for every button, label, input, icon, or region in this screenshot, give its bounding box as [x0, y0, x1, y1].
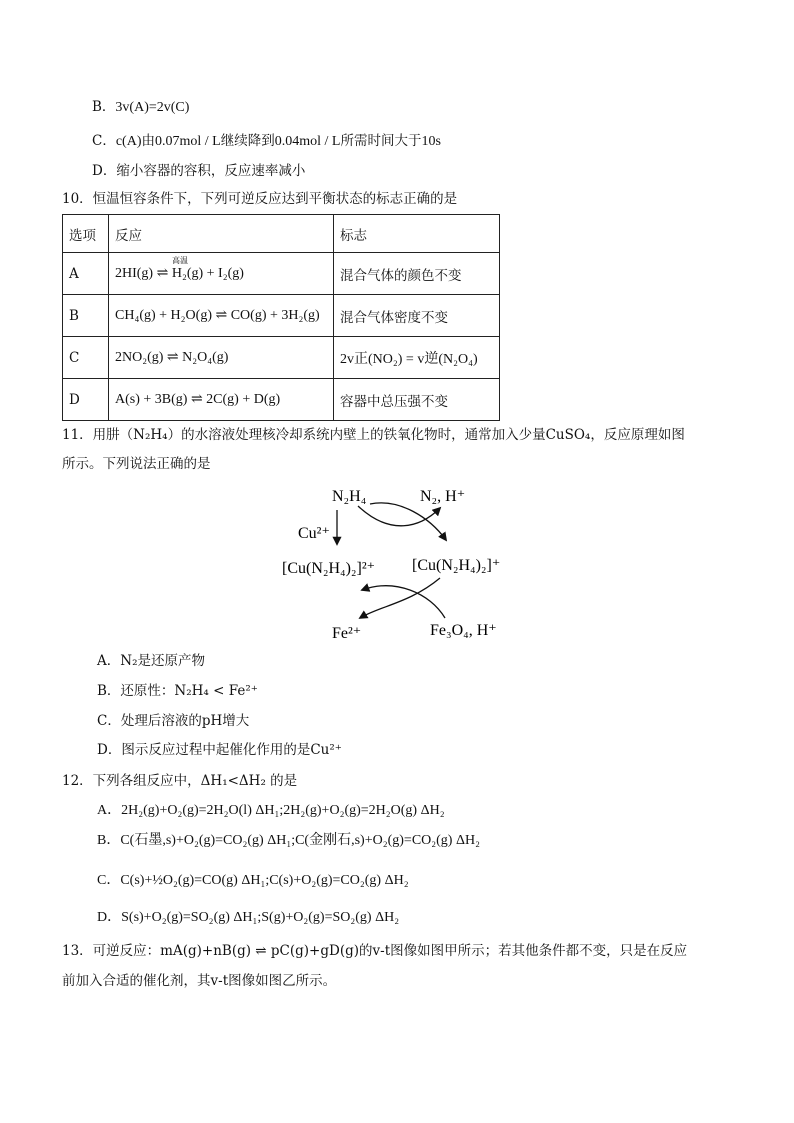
- label-n2-h: N₂, H⁺: [420, 488, 466, 505]
- q10-table: [62, 214, 500, 421]
- q9-option-c: C．c(A)由0.07mol / L继续降到0.04mol / L所需时间大于10s: [92, 133, 441, 149]
- label-fe3o4-h: Fe₃O₄, H⁺: [430, 622, 497, 639]
- q11-stem-line1: 11．用肼（N₂H₄）的水溶液处理核冷却系统内壁上的铁氧化物时，通常加入少量CuSO₄，反应原理如图: [62, 427, 685, 443]
- q11-option-a: A．N₂是还原产物: [97, 653, 205, 669]
- q9-option-b: B．3v(A)=2v(C): [92, 99, 190, 115]
- table-row: [63, 379, 500, 421]
- q10-stem: 10．恒温恒容条件下，下列可逆反应达到平衡状态的标志正确的是: [62, 191, 458, 207]
- high-temp-condition: 高温: [172, 256, 188, 265]
- q11-option-d: D．图示反应过程中起催化作用的是Cu²⁺: [97, 742, 342, 758]
- q11-stem-line2: 所示。下列说法正确的是: [62, 456, 211, 472]
- arc-upper-right-arrow: [358, 506, 440, 526]
- row-reaction: 2NO₂(g) ⇌ N₂O₄(g): [109, 337, 334, 379]
- q12-option-b: B．C(石墨,s)+O₂(g)=CO₂(g) ΔH₁;C(金刚石,s)+O₂(g)=CO₂(g) ΔH₂: [97, 833, 480, 848]
- row-mark: 混合气体密度不变: [334, 295, 500, 337]
- table-row: [63, 337, 500, 379]
- row-mark: 容器中总压强不变: [334, 379, 500, 421]
- table-row: [63, 295, 500, 337]
- q13-line1: 13．可逆反应：mA(g)+nB(g) ⇌ pC(g)+gD(g)的v-t图像如图甲所示；若其他条件都不变，只是在反应: [62, 943, 688, 959]
- q11-option-b: B．还原性：N₂H₄ < Fe²⁺: [97, 683, 258, 699]
- arc-lower-down-arrow: [360, 578, 440, 618]
- q9-option-b-text: 3v(A)=2v(C): [115, 100, 190, 115]
- label-n2h4: N₂H₄: [332, 488, 367, 505]
- row-mark: 2v正(NO₂) = v逆(N₂O₄): [334, 337, 500, 379]
- table-header-row: [63, 215, 500, 253]
- q11-reaction-cycle-diagram: [270, 478, 530, 648]
- q12-stem: 12．下列各组反应中，ΔH₁<ΔH₂ 的是: [62, 773, 298, 789]
- header-option: 选项: [63, 215, 109, 253]
- row-option: A: [63, 253, 109, 295]
- q12-option-d: D．S(s)+O₂(g)=SO₂(g) ΔH₁;S(g)+O₂(g)=SO₂(g) ΔH₂: [97, 910, 400, 925]
- row-reaction: A(s) + 3B(g) ⇌ 2C(g) + D(g): [109, 379, 334, 421]
- row-option: D: [63, 379, 109, 421]
- row-mark: 混合气体的颜色不变: [334, 253, 500, 295]
- q12-option-a: A．2H₂(g)+O₂(g)=2H₂O(l) ΔH₁;2H₂(g)+O₂(g)=2H₂O(g) ΔH₂: [97, 803, 445, 818]
- q9-option-d: D．缩小容器的容积，反应速率减小: [92, 163, 306, 179]
- row-reaction: 2HI(g) ⇌ H₂(g) + I₂(g): [109, 253, 334, 295]
- q12-option-c: C．C(s)+½O₂(g)=CO(g) ΔH₁;C(s)+O₂(g)=CO₂(g) ΔH₂: [97, 873, 409, 888]
- label-cu2: Cu²⁺: [298, 525, 330, 542]
- q13-line2: 前加入合适的催化剂，其v-t图像如图乙所示。: [62, 973, 337, 989]
- table-row: [63, 253, 500, 295]
- label-fe2: Fe²⁺: [332, 625, 362, 642]
- row-option: B: [63, 295, 109, 337]
- header-reaction: 反应: [109, 215, 334, 253]
- row-option: C: [63, 337, 109, 379]
- header-mark: 标志: [334, 215, 500, 253]
- label-complex-plus: [Cu(N₂H₄)₂]⁺: [412, 557, 501, 574]
- q11-option-c: C．处理后溶液的pH增大: [97, 713, 250, 729]
- arc-lower-left-arrow: [362, 586, 445, 618]
- label-complex-2plus: [Cu(N₂H₄)₂]²⁺: [282, 560, 376, 577]
- row-reaction: CH₄(g) + H₂O(g) ⇌ CO(g) + 3H₂(g): [109, 295, 334, 337]
